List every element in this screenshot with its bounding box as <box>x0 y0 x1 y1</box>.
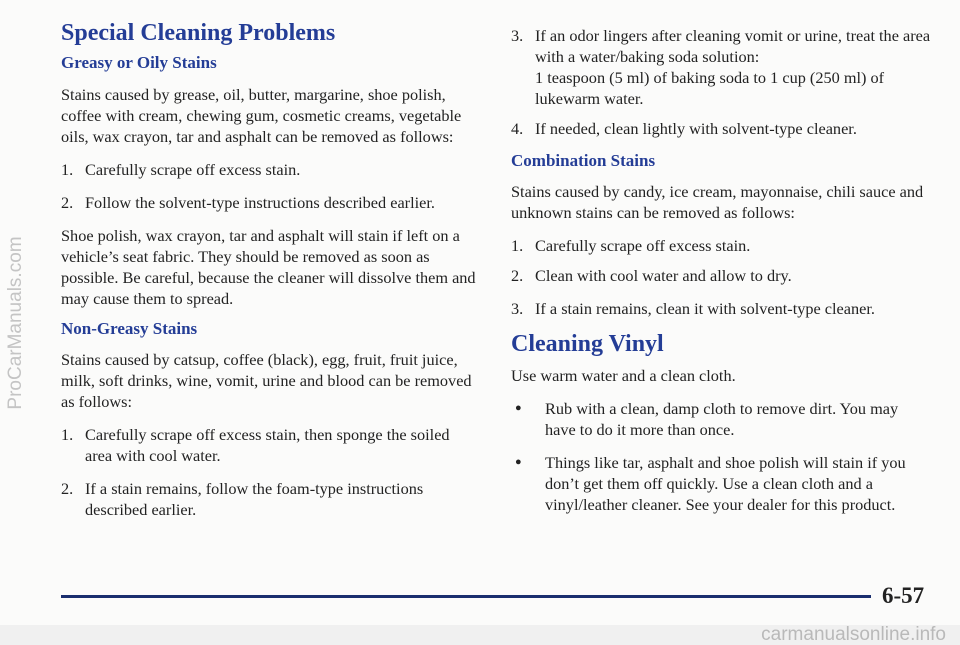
combination-intro: Stains caused by candy, ice cream, mayonnaise, chili sauce and unknown stains can be removed as follows: <box>511 182 924 222</box>
vinyl-intro: Use warm water and a clean cloth. <box>511 366 736 385</box>
step-number: 1. <box>61 160 74 179</box>
step-text: Carefully scrape off excess stain. <box>85 160 301 179</box>
section-title-special-cleaning: Special Cleaning Problems <box>61 20 336 46</box>
step-text: Carefully scrape off excess stain, then sponge the soiled area with cool water. <box>85 425 450 465</box>
step-text: Follow the solvent-type instructions described earlier. <box>85 193 435 212</box>
step-number: 4. <box>511 119 524 138</box>
bullet-icon: ● <box>515 402 522 414</box>
section-title-cleaning-vinyl: Cleaning Vinyl <box>511 331 664 357</box>
heading-greasy-stains: Greasy or Oily Stains <box>61 53 217 72</box>
greasy-note: Shoe polish, wax crayon, tar and asphalt will stain if left on a vehicle’s seat fabric. They should be removed as soon as possible. Be careful, because the cleaner will dissolve them and may cause them to spread. <box>61 226 476 308</box>
heading-combination-stains: Combination Stains <box>511 151 656 170</box>
step-number: 3. <box>511 26 524 45</box>
bullet-text: Rub with a clean, damp cloth to remove dirt. You may have to do it more than once. <box>545 399 899 439</box>
bottom-watermark-band <box>0 625 960 645</box>
continued-step-4 <box>511 118 931 139</box>
bullet-text: Things like tar, asphalt and shoe polish will stain if you don’t get them off quickly. Use a clean cloth and a vinyl/leather cleaner. See your dealer for this product. <box>545 453 906 514</box>
combination-step-3 <box>511 298 931 319</box>
nongreasy-step-1 <box>61 424 476 466</box>
step-body <box>535 25 931 109</box>
left-column <box>61 18 476 520</box>
combination-step-2 <box>511 265 931 286</box>
heading-non-greasy-stains: Non-Greasy Stains <box>61 319 198 338</box>
step-text: If an odor lingers after cleaning vomit or urine, treat the area with a water/baking soda solution: <box>535 26 931 66</box>
step-number: 2. <box>61 479 74 498</box>
combination-step-1 <box>511 235 931 256</box>
step-text: Carefully scrape off excess stain. <box>535 236 751 255</box>
step-text: If a stain remains, clean it with solvent-type cleaner. <box>535 299 875 318</box>
step-subtext: 1 teaspoon (5 ml) of baking soda to 1 cup (250 ml) of lukewarm water. <box>535 68 885 108</box>
step-number: 3. <box>511 299 524 318</box>
side-watermark-text: ProCarManuals.com <box>5 235 26 410</box>
step-text: Clean with cool water and allow to dry. <box>535 266 792 285</box>
step-number: 2. <box>61 193 74 212</box>
vinyl-bullet-1 <box>511 398 931 440</box>
nongreasy-intro: Stains caused by catsup, coffee (black), egg, fruit, fruit juice, milk, soft drinks, wine, vomit, urine and blood can be removed as follows: <box>61 350 472 411</box>
side-watermark <box>2 0 30 645</box>
greasy-step-2 <box>61 192 476 213</box>
continued-step-3 <box>511 25 931 109</box>
vinyl-bullet-2 <box>511 452 931 515</box>
bottom-watermark-text: carmanualsonline.info <box>761 624 946 645</box>
step-text: If needed, clean lightly with solvent-type cleaner. <box>535 119 857 138</box>
nongreasy-step-2 <box>61 478 476 520</box>
step-number: 1. <box>511 236 524 255</box>
step-number: 1. <box>61 425 74 444</box>
footer-rule <box>61 595 871 598</box>
bullet-icon: ● <box>515 456 522 468</box>
page-number: 6-57 <box>882 583 925 608</box>
step-text: If a stain remains, follow the foam-type instructions described earlier. <box>85 479 424 519</box>
greasy-step-1 <box>61 159 476 180</box>
right-column <box>511 25 931 515</box>
greasy-intro: Stains caused by grease, oil, butter, margarine, shoe polish, coffee with cream, chewing gum, cosmetic creams, vegetable oils, wax crayon, tar and asphalt can be removed as follows: <box>61 85 462 146</box>
step-number: 2. <box>511 266 524 285</box>
